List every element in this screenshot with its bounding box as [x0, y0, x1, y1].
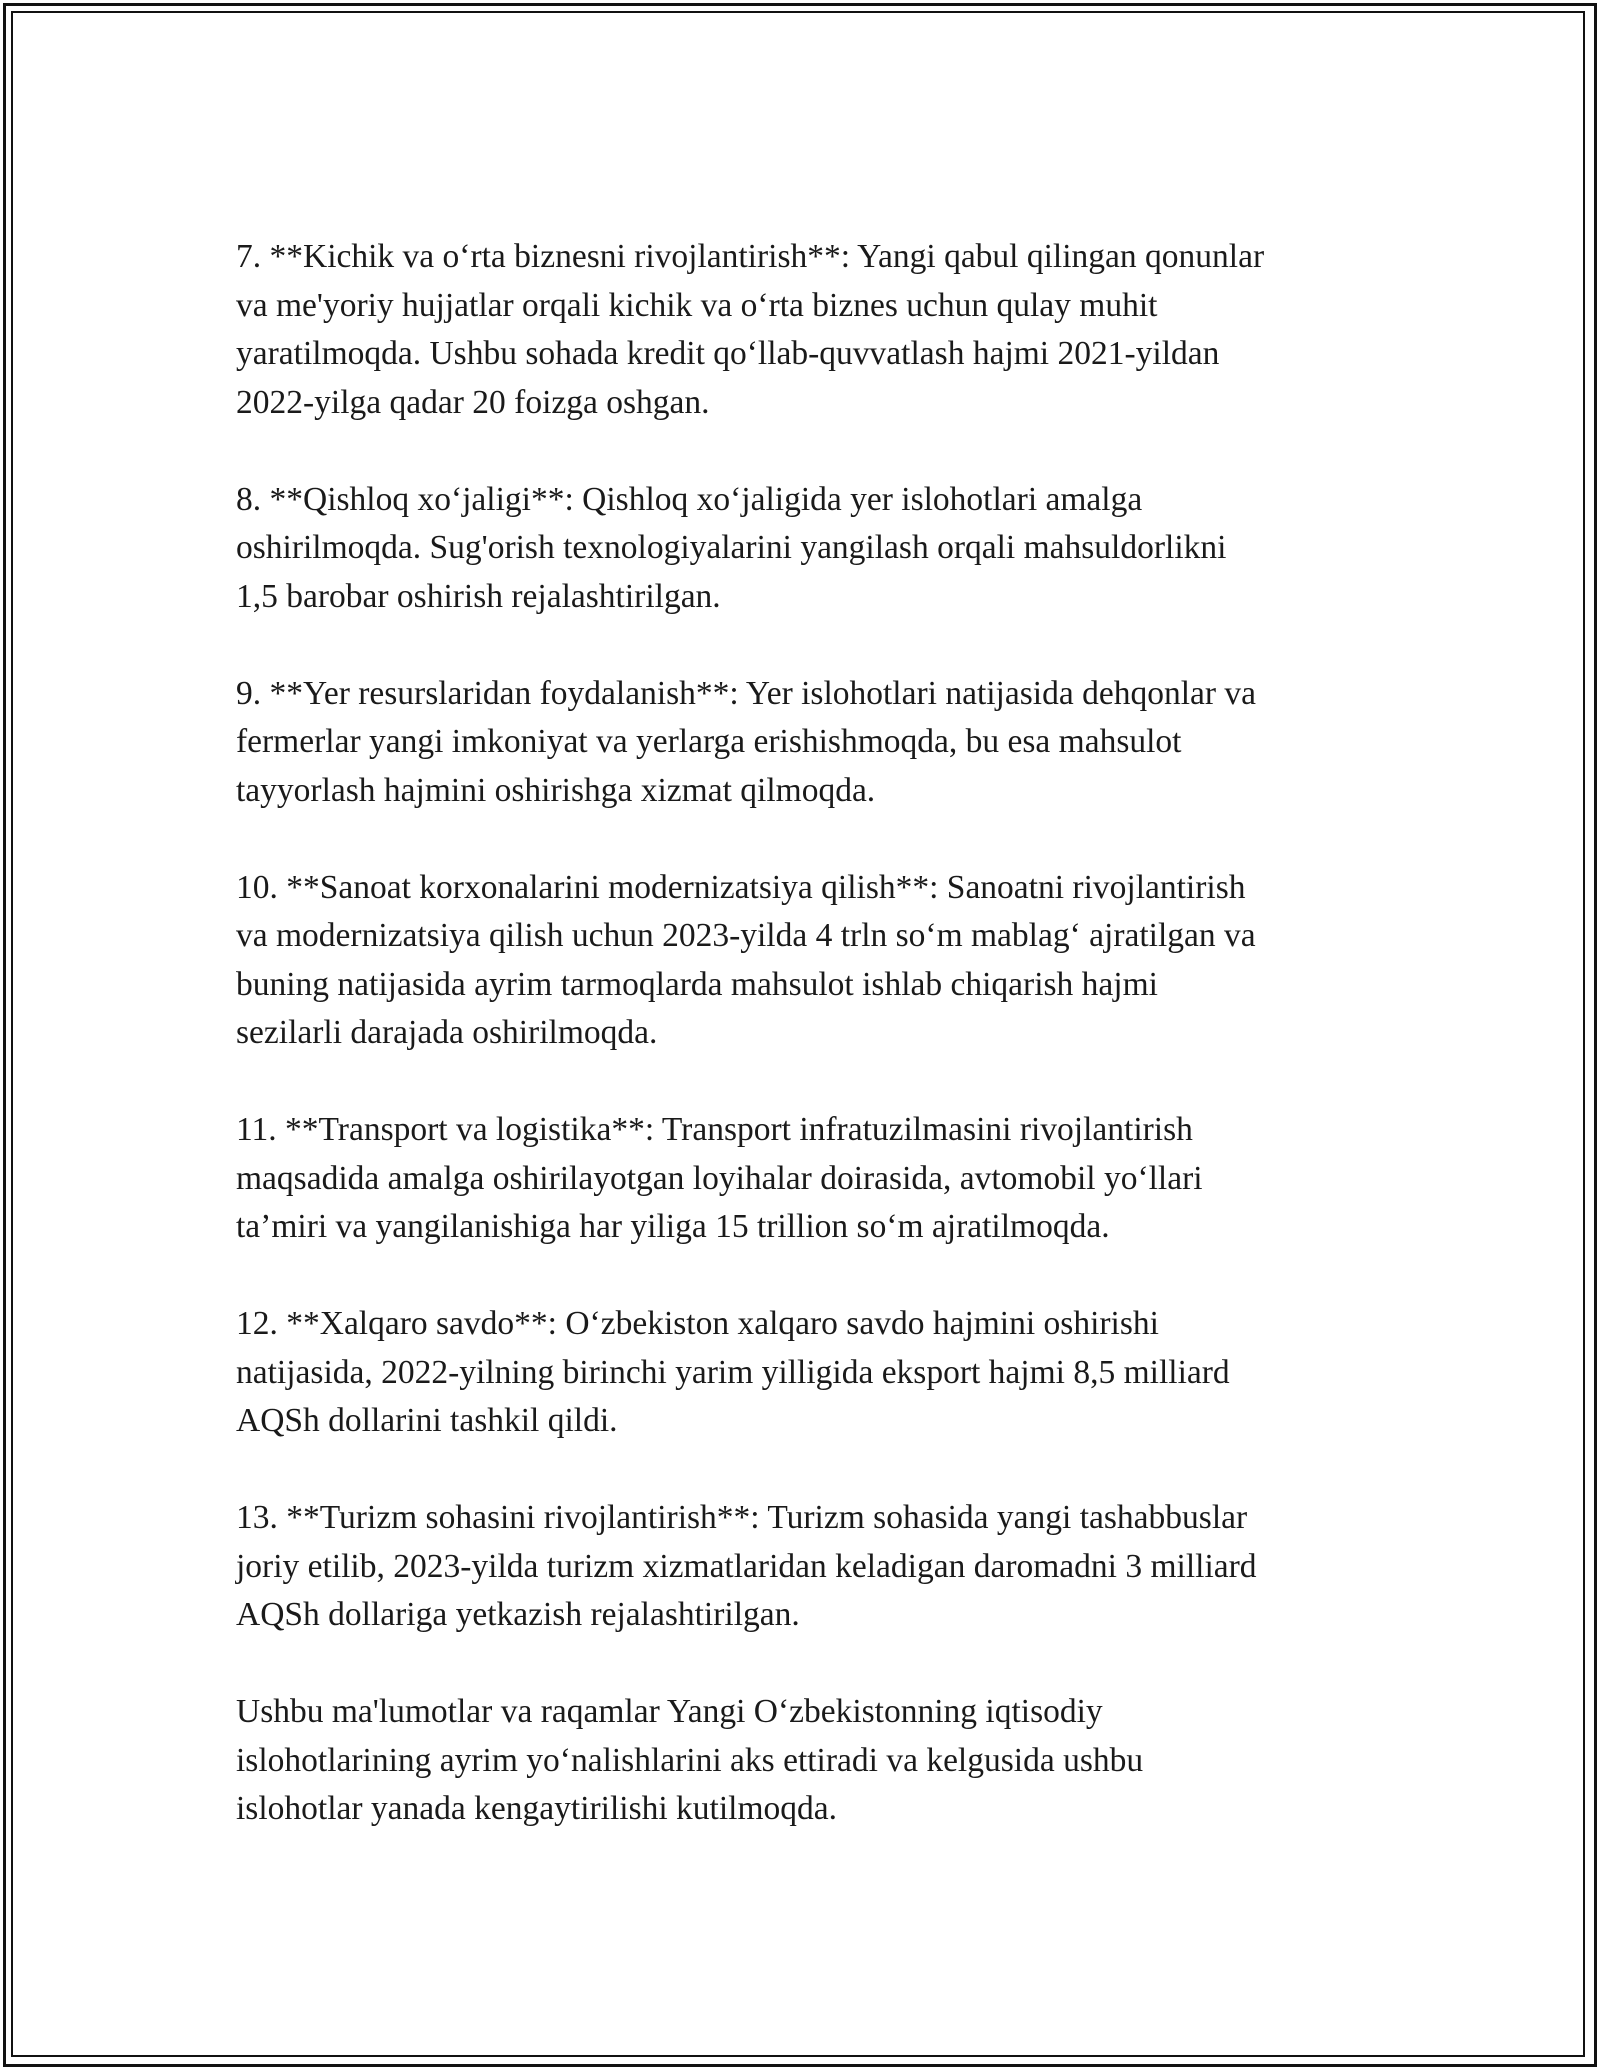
text-line: 7. **Kichik va o‘rta biznesni rivojlantirish**: Yangi qabul qilingan qonunlar: [236, 238, 1265, 275]
paragraph-item-11: [236, 1106, 1386, 1252]
text-line: AQSh dollariga yetkazish rejalashtirilgan.: [236, 1596, 800, 1633]
text-line: AQSh dollarini tashkil qildi.: [236, 1402, 618, 1439]
paragraph-item-12: [236, 1300, 1386, 1446]
document-body: [236, 233, 1386, 1882]
text-line: islohotlarining ayrim yo‘nalishlarini aks ettiradi va kelgusida ushbu: [236, 1741, 1144, 1779]
paragraph-item-7: [236, 233, 1386, 427]
text-line: 8. **Qishloq xo‘jaligi**: Qishloq xo‘jaligida yer islohotlari amalga: [236, 480, 1143, 518]
text-line: 2022-yilga qadar 20 foizga oshgan.: [236, 383, 710, 421]
text-line: 1,5 barobar oshirish rejalashtirilgan.: [236, 577, 721, 615]
text-line: Ushbu ma'lumotlar va raqamlar Yangi O‘zbekistonning iqtisodiy: [236, 1693, 1103, 1730]
text-line: 10. **Sanoat korxonalarini modernizatsiya qilish**: Sanoatni rivojlantirish: [236, 868, 1246, 906]
text-line: va me'yoriy hujjatlar orqali kichik va o‘rta biznes uchun qulay muhit: [236, 286, 1158, 324]
text-line: oshirilmoqda. Sug'orish texnologiyalarini yangilash orqali mahsuldorlikni: [236, 529, 1227, 566]
text-line: 13. **Turizm sohasini rivojlantirish**: Turizm sohasida yangi tashabbuslar: [236, 1499, 1248, 1536]
text-line: buning natijasida ayrim tarmoqlarda mahsulot ishlab chiqarish hajmi: [236, 965, 1158, 1003]
text-line: sezilarli darajada oshirilmoqda.: [236, 1014, 658, 1051]
text-line: ta’miri va yangilanishiga har yiliga 15 trillion so‘m ajratilmoqda.: [236, 1208, 1110, 1245]
text-line: tayyorlash hajmini oshirishga xizmat qilmoqda.: [236, 771, 876, 809]
text-line: joriy etilib, 2023-yilda turizm xizmatlaridan keladigan daromadni 3 milliard: [236, 1547, 1257, 1585]
paragraph-item-13: [236, 1494, 1386, 1640]
text-line: va modernizatsiya qilish uchun 2023-yilda 4 trln so‘m mablag‘ ajratilgan va: [236, 917, 1256, 954]
text-line: natijasida, 2022-yilning birinchi yarim yilligida eksport hajmi 8,5 milliard: [236, 1353, 1230, 1391]
text-line: islohotlar yanada kengaytirilishi kutilmoqda.: [236, 1790, 838, 1827]
text-line: 11. **Transport va logistika**: Transport infratuzilmasini rivojlantirish: [236, 1111, 1193, 1148]
paragraph-item-8: [236, 476, 1386, 622]
paragraph-conclusion: [236, 1688, 1386, 1834]
paragraph-item-9: [236, 670, 1386, 816]
text-line: 12. **Xalqaro savdo**: O‘zbekiston xalqaro savdo hajmini oshirishi: [236, 1305, 1159, 1342]
text-line: fermerlar yangi imkoniyat va yerlarga erishishmoqda, bu esa mahsulot: [236, 723, 1182, 760]
text-line: 9. **Yer resurslaridan foydalanish**: Yer islohotlari natijasida dehqonlar va: [236, 674, 1257, 712]
paragraph-item-10: [236, 864, 1386, 1058]
text-line: yaratilmoqda. Ushbu sohada kredit qo‘llab-quvvatlash hajmi 2021-yildan: [236, 335, 1220, 372]
text-line: maqsadida amalga oshirilayotgan loyihalar doirasida, avtomobil yo‘llari: [236, 1159, 1203, 1197]
